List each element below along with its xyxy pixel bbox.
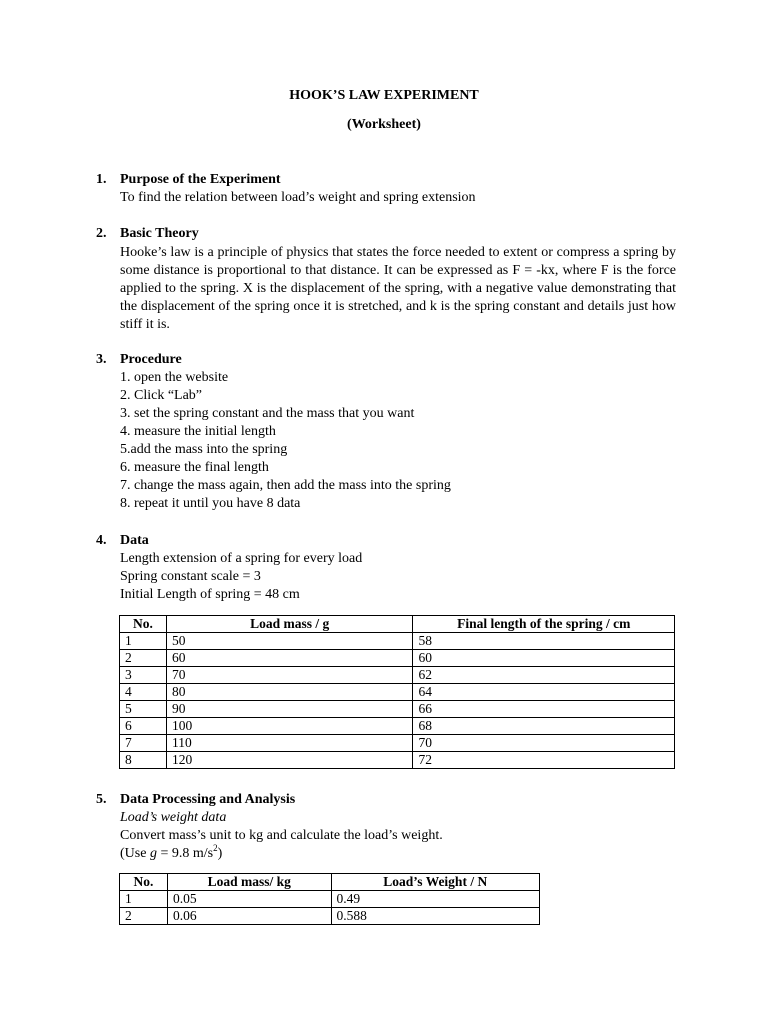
initial-length-text: Initial Length of spring = 48 cm xyxy=(120,587,300,602)
section-heading: Data Processing and Analysis xyxy=(120,792,296,807)
section-number: 5. xyxy=(96,792,107,807)
table-cell: 72 xyxy=(413,752,675,769)
procedure-step: 7. change the mass again, then add the mass into the spring xyxy=(120,478,451,493)
page-title: HOOK’S LAW EXPERIMENT xyxy=(289,88,479,103)
section-heading: Procedure xyxy=(120,352,182,367)
unit-exponent: 2 xyxy=(213,843,218,853)
table-cell: 58 xyxy=(413,633,675,650)
section-number: 3. xyxy=(96,352,107,367)
procedure-step: 5.add the mass into the spring xyxy=(120,442,288,457)
column-header: Load mass/ kg xyxy=(167,874,331,891)
table-cell: 1 xyxy=(120,633,167,650)
weight-table xyxy=(119,873,540,925)
table-cell: 1 xyxy=(120,891,168,908)
table-cell: 60 xyxy=(413,650,675,667)
instruction-text: Convert mass’s unit to kg and calculate the load’s weight. xyxy=(120,828,443,843)
table-row xyxy=(120,667,675,684)
table-header-row xyxy=(120,616,675,633)
table-header-row xyxy=(120,874,540,891)
table-cell: 0.49 xyxy=(331,891,539,908)
gravity-note xyxy=(120,843,223,862)
theory-paragraph: Hooke’s law is a principle of physics that states the force needed to extent or compress a spring by some distance is proportional to that distance. It can be expressed as F = -kx, where F is the force applied to the spring. X is the displacement of the spring, with a negative value demonstrating that the displacement of the spring once it is stretched, and k is the spring constant and details just how stiff it is. xyxy=(120,245,676,332)
gravity-note-close: ) xyxy=(217,846,223,861)
table-row xyxy=(120,650,675,667)
table-cell: 0.588 xyxy=(331,908,539,925)
table-cell: 70 xyxy=(413,735,675,752)
table-row xyxy=(120,908,540,925)
column-header: Load’s Weight / N xyxy=(331,874,539,891)
gravity-value: = 9.8 m/s xyxy=(156,846,214,861)
column-header: Load mass / g xyxy=(166,616,413,633)
procedure-step: 2. Click “Lab” xyxy=(120,388,203,403)
column-header: Final length of the spring / cm xyxy=(413,616,675,633)
table-cell: 64 xyxy=(413,684,675,701)
table-cell: 66 xyxy=(413,701,675,718)
table-row xyxy=(120,684,675,701)
table-cell: 3 xyxy=(120,667,167,684)
procedure-step: 4. measure the initial length xyxy=(120,424,276,439)
section-number: 4. xyxy=(96,533,107,548)
table-cell: 0.05 xyxy=(167,891,331,908)
table-cell: 6 xyxy=(120,718,167,735)
table-cell: 8 xyxy=(120,752,167,769)
section-heading: Data xyxy=(120,533,149,548)
section-number: 1. xyxy=(96,172,107,187)
column-header: No. xyxy=(120,874,168,891)
procedure-step: 6. measure the final length xyxy=(120,460,269,475)
table-cell: 80 xyxy=(166,684,413,701)
table-cell: 62 xyxy=(413,667,675,684)
procedure-step: 3. set the spring constant and the mass that you want xyxy=(120,406,415,421)
table-row xyxy=(120,633,675,650)
table-cell: 110 xyxy=(166,735,413,752)
table-row xyxy=(120,718,675,735)
table-cell: 120 xyxy=(166,752,413,769)
table-cell: 90 xyxy=(166,701,413,718)
spring-constant-text: Spring constant scale = 3 xyxy=(120,569,261,584)
table-cell: 60 xyxy=(166,650,413,667)
gravity-symbol: g xyxy=(149,846,157,861)
page-subtitle: (Worksheet) xyxy=(347,117,421,132)
table-cell: 5 xyxy=(120,701,167,718)
table-row xyxy=(120,752,675,769)
column-header: No. xyxy=(120,616,167,633)
table-row xyxy=(120,891,540,908)
table-cell: 70 xyxy=(166,667,413,684)
section-heading: Basic Theory xyxy=(120,226,199,241)
table-cell: 50 xyxy=(166,633,413,650)
table-cell: 100 xyxy=(166,718,413,735)
table-cell: 0.06 xyxy=(167,908,331,925)
procedure-step: 8. repeat it until you have 8 data xyxy=(120,496,301,511)
data-table xyxy=(119,615,675,769)
table-row xyxy=(120,701,675,718)
table-cell: 2 xyxy=(120,650,167,667)
table-row xyxy=(120,735,675,752)
table-cell: 2 xyxy=(120,908,168,925)
table-cell: 7 xyxy=(120,735,167,752)
table-cell: 4 xyxy=(120,684,167,701)
data-description: Length extension of a spring for every load xyxy=(120,551,363,566)
section-heading: Purpose of the Experiment xyxy=(120,172,281,187)
gravity-note-open: (Use xyxy=(120,846,150,861)
section-number: 2. xyxy=(96,226,107,241)
procedure-step: 1. open the website xyxy=(120,370,229,385)
table-cell: 68 xyxy=(413,718,675,735)
purpose-text: To find the relation between load’s weight and spring extension xyxy=(120,190,476,205)
subsection-heading: Load’s weight data xyxy=(120,810,227,825)
